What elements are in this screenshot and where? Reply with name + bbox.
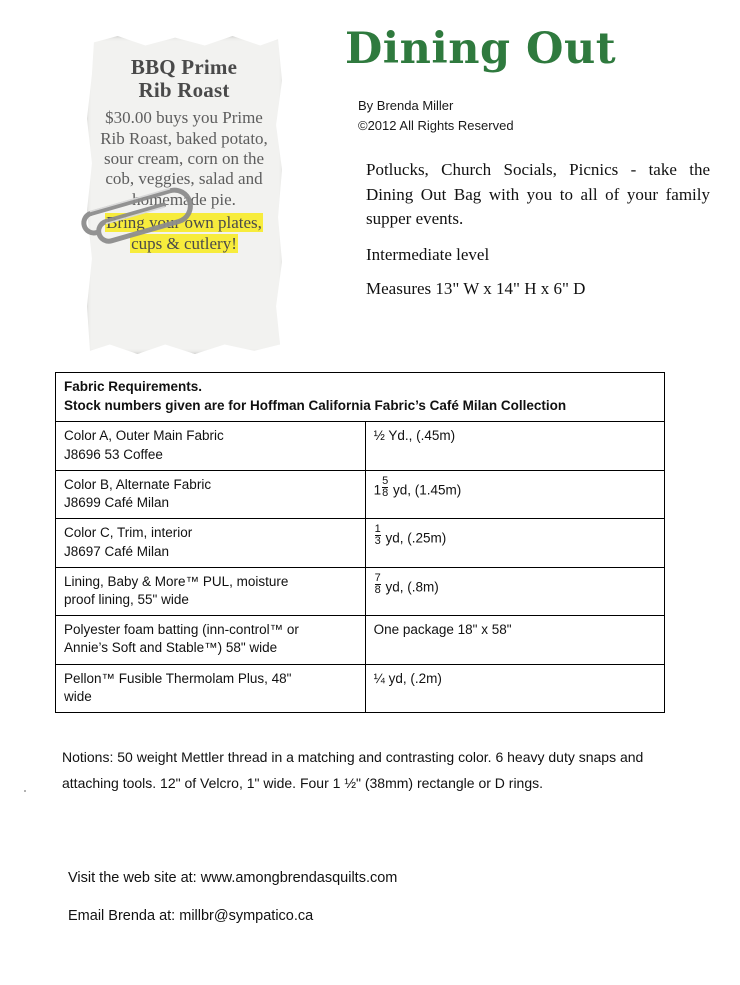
fabric-item-line2: Annie’s Soft and Stable™) 58" wide [64,640,278,656]
website-url[interactable]: www.amongbrendasquilts.com [200,870,398,886]
fabric-item-cell [56,616,366,664]
note-title-line1: BBQ Prime [130,55,238,79]
table-heading-line2: Stock numbers given are for Hoffman California Fabric’s Café Milan Collection [56,397,665,422]
fabric-item-line2: proof lining, 55" wide [64,591,189,607]
note-title [92,56,276,102]
table-row [56,567,665,615]
fraction-denominator: 3 [374,535,381,548]
fabric-amount-cell [365,616,664,664]
fabric-item-line1: Polyester foam batting (inn-control™ or [64,622,299,638]
fabric-item-cell [56,567,366,615]
recipe-note-clipping [78,32,298,362]
note-highlight-text: Bring your own plates, cups & cutlery! [106,213,262,254]
author-name: By Brenda Miller [358,98,454,113]
email-line [68,908,313,924]
intro-paragraph: Potlucks, Church Socials, Picnics - take the Dining Out Bag with you to all of your family supper events. [366,160,710,229]
fabric-item-line1: Color C, Trim, interior [64,525,193,541]
fabric-item-cell [56,470,366,518]
email-label: Email Brenda at: [68,908,176,924]
fabric-amount-fraction [375,573,381,596]
table-row [56,616,665,664]
fabric-item-cell [56,519,366,567]
fabric-amount-unit: yd, (.8m) [385,579,439,595]
table-row [56,664,665,712]
fabric-amount: ½ Yd., (.45m) [373,428,456,444]
fabric-amount-unit: yd, (1.45m) [393,482,462,498]
fabric-amount-cell [365,664,664,712]
table-row [56,470,665,518]
fabric-amount-cell [365,519,664,567]
note-title-line2: Rib Roast [138,78,230,103]
fabric-amount: ¼ yd, (.2m) [373,670,442,686]
byline [358,96,514,136]
fraction-numerator: 1 [374,523,381,536]
fabric-item-line1: Color A, Outer Main Fabric [64,428,224,444]
fabric-amount-fraction [382,476,388,499]
fabric-item-line2: J8696 53 Coffee [64,446,163,462]
fabric-amount: One package 18" x 58" [373,622,512,638]
fabric-item-cell [56,422,366,470]
scan-speck [24,790,26,792]
website-line [68,870,397,886]
fabric-amount-fraction [375,524,381,547]
fabric-item-line1: Pellon™ Fusible Thermolam Plus, 48" [64,670,292,686]
fraction-numerator: 5 [382,474,389,487]
fabric-amount-cell [365,567,664,615]
fabric-amount-cell [365,422,664,470]
table-row [56,519,665,567]
fabric-item-line1: Color B, Alternate Fabric [64,476,212,492]
fabric-amount-cell [365,470,664,518]
fabric-requirements-table [55,372,665,713]
measurements: Measures 13" W x 14" H x 6" D [366,279,586,298]
fabric-item-line2: wide [64,688,92,704]
notions-paragraph: Notions: 50 weight Mettler thread in a matching and contrasting color. 6 heavy duty snaps and attaching tools. 12" of Velcro, 1" wide. Four 1 ½" (38mm) rectangle or D rings. [62,749,644,791]
skill-level: Intermediate level [366,245,490,264]
note-body: $30.00 buys you Prime Rib Roast, baked potato, sour cream, corn on the cob, veggies, salad and homemade pie. [100,108,268,209]
copyright-notice: ©2012 All Rights Reserved [358,118,514,134]
fabric-amount-unit: yd, (.25m) [385,530,447,546]
fabric-item-line1: Lining, Baby & More™ PUL, moisture [64,573,289,589]
website-label: Visit the web site at: [68,870,197,886]
fraction-denominator: 8 [374,583,381,596]
page-title: Dining Out [345,24,617,74]
fabric-amount-whole: 1 [373,482,382,498]
table-heading-line1: Fabric Requirements. [56,373,665,398]
fraction-numerator: 7 [374,571,381,584]
table-row [56,422,665,470]
fabric-item-line2: J8697 Café Milan [64,543,170,559]
table-header-row-1 [56,373,665,398]
fabric-item-cell [56,664,366,712]
table-header-row-2 [56,397,665,422]
fabric-item-line2: J8699 Café Milan [64,495,170,511]
email-address[interactable]: millbr@sympatico.ca [179,908,314,924]
fraction-denominator: 8 [382,486,389,499]
